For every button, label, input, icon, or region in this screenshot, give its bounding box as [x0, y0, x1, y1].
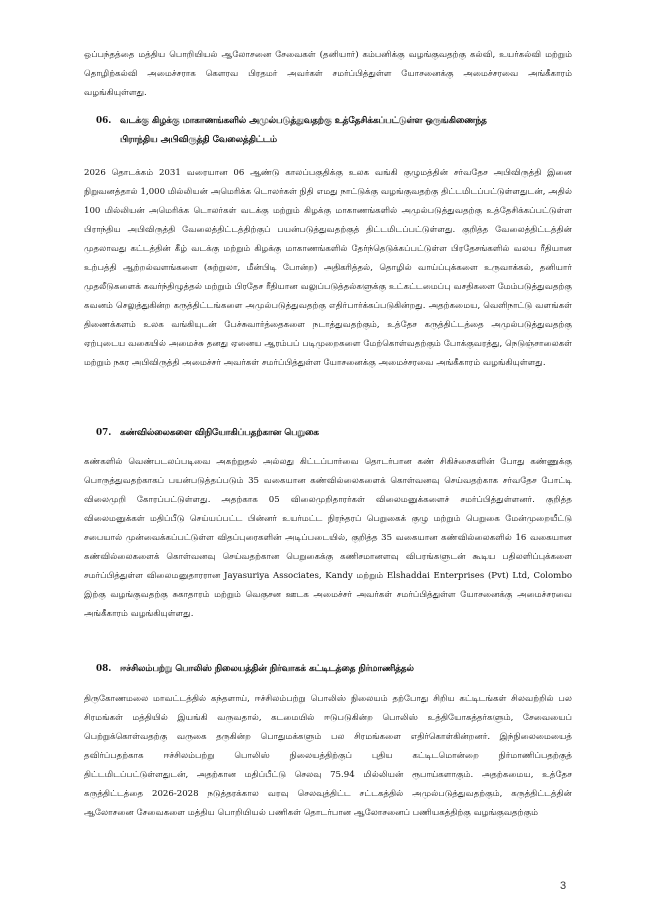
section-06-body: 2026 தொடக்கம் 2031 வரையான 06 ஆண்டு காலப்பகுதிக்கு உலக வங்கி குழுமத்தின் சர்வதேச அபிவிருத்தி இனை நிறுவனத்தால் 1,000 மில்லியன் அமெரிக்க டொலர்கள் நிதி எமது நாட்டுக்கு வழங்குவதற்கு திட்டமிடப்பட்டுள்ளதுடன், அதில் 100 மில்லியன் அமெரிக்க டொலர்கள் வடக்கு மற்றும் கிழக்கு மாகாணங்களில் அமுல்படுத்துவதற்கு உத்தேசிக்கப்பட்டுள்ள பிராந்திய அபிவிருத்தி வேலைத்திட்டத்திற்குப் பயன்படுத்துவதற்குத் திட்டமிடப்பட்டுள்ளது. குறித்த வேலைத்திட்டத்தின் முதலாவது கட்டத்தின் கீழ் வடக்கு மற்றும் கிழக்கு மாகாணங்களில் தேர்ந்தெடுக்கப்பட்டுள்ள பிரதேசங்களில் வலய ரீதியான உற்பத்தி ஆற்றல்வளங்களை (சுற்றுலா, மீன்பிடி போன்ற) அதிகரித்தல், தொழில் வாய்ப்புக்களை உருவாக்கல், தனியார் முதலீடுகளைக் கவர்ந்திழுத்தல் மற்றும் பிரதேச ரீதியான வலுப்படுத்தல்களுக்கு உட்கட்டமைப்பு வசதிகளை மேம்படுத்துவதற்கு கவனம் செலுத்துகின்ற கருத்திட்டங்களை அமுல்படுத்துவதற்கு எதிர்பார்க்கப்படுகின்றது. அதற்கமைய, வெளிநாட்டு வளங்கள் திணைக்களம் உலக வங்கியுடன் பேச்சுவார்த்தைகளை நடாத்துவதற்கும், உத்தேச கருத்திட்டத்தை அமுல்படுத்துவதற்கு ஏற்புடைய வகையில் அமைச்சு தனது ஏனைய ஆரம்பப் படிமுறைகளை மேற்கொள்வதற்கும் போக்குவரத்து, நெடுஞ்சாலைகள் மற்றும் நகர அபிவிருத்தி அமைச்சர் அவர்கள் சமர்ப்பித்துள்ள யோசனைக்கு அமைச்சரவை அங்கீகாரம் வழங்கியுள்ளது. — [84, 168, 572, 368]
section-07-title: கண்வில்லைகளை விநியோகிப்பதற்கான பெறுகை — [120, 428, 319, 438]
section-08-number: 08. — [96, 664, 112, 674]
section-06-heading — [84, 112, 572, 150]
section-07-number: 07. — [96, 428, 112, 438]
section-08-body: திருகோணமலை மாவட்டத்தில் கந்தளாய், ஈச்சிலம்பற்று பொலிஸ் நிலையம் தற்போது சிறிய கட்டிடங்கள் சிலவற்றில் பல சிரமங்கள் மத்தியில் இயங்கி வருவதால், கடமையில் ஈடுபடுகின்ற பொலிஸ் உத்தியோகத்தர்களும், சேவையைப் பெற்றுக்கொள்வதற்கு வருகை தருகின்ற பொதுமக்களும் பல சிரமங்களை எதிர்கொள்கின்றனர். இந்நிலைமையைத் தவிர்ப்பதற்காக ஈச்சிலம்பற்று பொலிஸ் நிலையத்திற்குப் புதிய கட்டிடமொன்றை நிர்மாணிப்பதற்குத் திட்டமிடப்பட்டுள்ளதுடன், அதற்கான மதிப்பீட்டு செலவு 75.94 மில்லியன் ரூபாய்களாகும். அதற்கமைய, உத்தேச கருத்திட்டத்தை 2026-2028 நடுத்தரக்கால வரவு செலவுத்திட்ட சட்டகத்தில் அமுல்படுத்துவதற்கும், கருத்திட்டத்தின் ஆலோசனை சேவைகளை மத்திய பொறியியல் பணிகள் தொடர்பான ஆலோசனைப் பணியகத்திற்கு வழங்குவதற்கும் — [84, 694, 572, 818]
page-number: 3 — [560, 880, 567, 892]
section-07-body: கண்களில் வெண்படலப்படிவை அகற்றுதல் அல்லது கிட்டப்பார்வை தொடர்பான கண் சிகிச்சைகளின் போது கண்ணுக்கு பொருத்துவதற்காகப் பயன்படுத்தப்படும் 35 வகையான கண்வில்லைகளைக் கொள்வனவு செய்வதற்காக சர்வதேச போட்டி விலைமுறி கோரப்பட்டுள்ளது. அதற்காக 05 விலைமுறிதாரர்கள் விலைமனுக்களைச் சமர்ப்பித்துள்ளனர். குறித்த விலைமனுக்கள் மதிப்பீடு செய்யப்பட்ட பின்னர் உயர்மட்ட நிரந்தரப் பெறுகைக் குழு மற்றும் பெறுகை மேன்முறையீட்டு சபையால் முன்வைக்கப்பட்டுள்ள விதப்புரைகளின் அடிப்படையில், குறித்த 35 வகையான கண்வில்லைகளில் 16 வகையான கண்வில்லைகளைக் கொள்வனவு செய்வதற்கான பெறுகைக்கு கணிசமானளவு விபரங்களுடன் கூடிய பதிலளிப்புக்களை சமர்ப்பித்துள்ள விலைமனுதாரரான Jayasuriya Associates, Kandy மற்றும் Elshaddai Enterprises (Pvt) Ltd, Colombo இற்கு வழங்குவதற்கு சுகாதாரம் மற்றும் வெகுசன ஊடக அமைச்சர் அவர்கள் சமர்ப்பித்துள்ள யோசனைக்கு அமைச்சரவை அங்கீகாரம் வழங்கியுள்ளது. — [84, 457, 572, 619]
section-08-heading — [84, 660, 572, 679]
intro-paragraph: ஒப்பந்தத்தை மத்திய பொறியியல் ஆலோசனை சேவைகள் (தனியார்) கம்பனிக்கு வழங்குவதற்கு கல்வி, உயர்கல்வி மற்றும் தொழிற்கல்வி அமைச்சராக கௌரவ பிரதமர் அவர்கள் சமர்ப்பித்துள்ள யோசனைக்கு அமைச்சரவை அங்கீகாரம் வழங்கியுள்ளது. — [84, 50, 572, 98]
section-07-heading — [84, 424, 572, 443]
section-06-title-line2: பிராந்திய அபிவிருத்தி வேலைத்திட்டம் — [120, 135, 277, 145]
section-06-number: 06. — [96, 116, 112, 126]
section-08-title: ஈச்சிலம்பற்று பொலிஸ் நிலையத்தின் நிர்வாகக் கட்டிடத்தை நிர்மாணித்தல் — [120, 664, 414, 674]
section-06-title-line1: வடக்கு கிழக்கு மாகாணங்களில் அமுல்படுத்துவதற்கு உத்தேசிக்கப்பட்டுள்ள ஒருங்கிணைந்த — [120, 116, 487, 126]
